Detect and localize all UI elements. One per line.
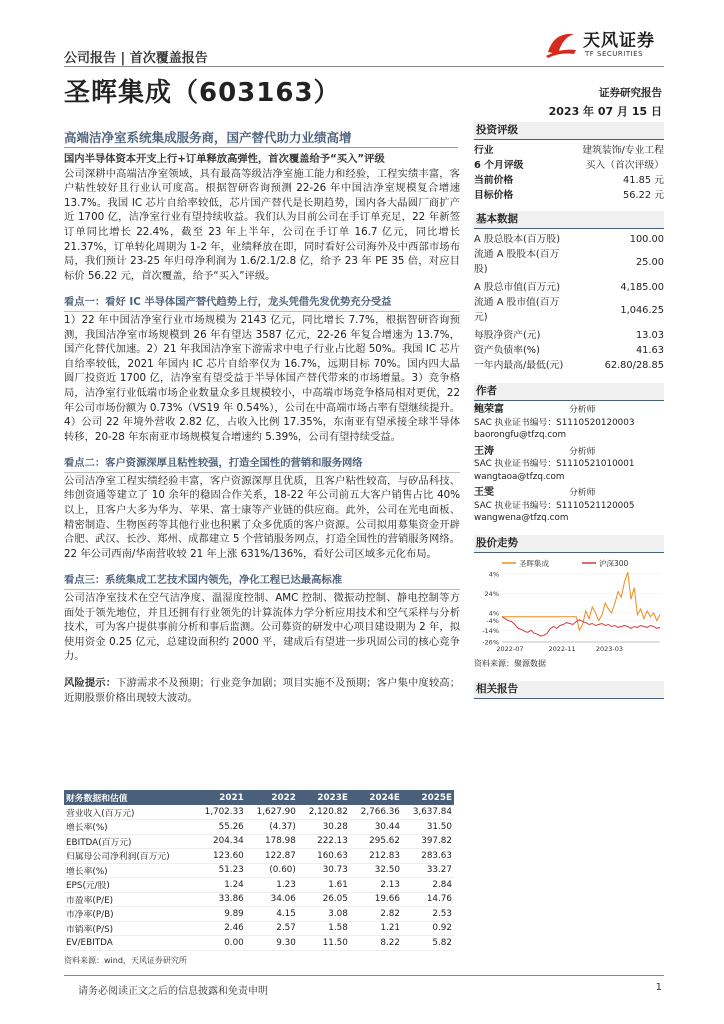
rating-key: 6 个月评级: [474, 160, 524, 171]
table-cell: 2,766.36: [350, 805, 402, 820]
row-label: 市盈率(P/E): [64, 892, 194, 907]
logo-name-cn: 天风证券: [583, 31, 655, 51]
x-tick-label: 2022-11: [548, 644, 576, 653]
disclaimer-footer: 请务必阅读正文之后的信息披露和免责申明: [78, 986, 268, 997]
basic-value: 1,046.25: [620, 304, 664, 316]
table-cell: 11.50: [298, 936, 350, 951]
table-row: [64, 834, 454, 849]
footer-divider: [64, 975, 664, 976]
table-cell: 2.84: [402, 878, 454, 893]
y-tick-label: 24%: [484, 589, 499, 598]
point-one-heading: 看点一：看好 IC 半导体国产替代趋势上行，龙头凭借先发优势充分受益: [64, 295, 460, 312]
basic-key: 资产负债率(%): [474, 345, 540, 356]
rating-key: 当前价格: [474, 175, 514, 186]
rating-value: 建筑装饰/专业工程: [582, 145, 664, 156]
author-role: 分析师: [569, 446, 596, 457]
table-cell: 2.13: [350, 878, 402, 893]
table-cell: 8.22: [350, 936, 402, 951]
table-row: [64, 921, 454, 936]
table-cell: 31.50: [402, 820, 454, 835]
chart-source: 资料来源：聚源数据: [474, 658, 546, 668]
financial-data-table: [64, 790, 454, 951]
table-cell: 0.92: [402, 921, 454, 936]
basic-value: 62.80/28.85: [604, 360, 664, 371]
stock-chart: [474, 556, 664, 656]
author-entry: [474, 487, 664, 525]
table-cell: 204.34: [194, 834, 246, 849]
report-date: 2023 年 07 月 15 日: [548, 105, 662, 118]
table-cell: 14.76: [402, 892, 454, 907]
basic-value: 41.63: [635, 345, 664, 356]
table-header-label: 财务数据和估值: [64, 790, 194, 805]
row-label: 增长率(%): [64, 820, 194, 835]
row-label: 增长率(%): [64, 863, 194, 878]
row-label: EPS(元/股): [64, 878, 194, 893]
rating-row: [474, 143, 664, 158]
rating-key: 行业: [474, 145, 494, 156]
table-cell: 122.87: [246, 849, 298, 864]
row-label: 市净率(P/B): [64, 907, 194, 922]
basic-row: [474, 280, 664, 295]
company-name: 圣晖集成（603163）: [64, 78, 341, 108]
point-two-heading: 看点二：客户资源深厚且粘性较强，打造全国性的营销和服务网络: [64, 456, 460, 473]
table-cell: 1,627.90: [246, 805, 298, 820]
summary-text: 公司深耕中高端洁净室领域，具有最高等级洁净室施工能力和经验，工程实绩丰富，客户粘性较好且行业认可度高。根据智研咨询预测 22-26 年中国洁净室规模复合增速 13.7%。我国 IC 芯片自给率较低，芯片国产替代是长期趋势，国内各大晶圆厂商扩产近 1700 亿，洁净室行业有望持续收益。我们认为目前公司在手订单充足，22 年新签订单同比增长 22.4%，截至 23 年上半年，公司在手订单 16.7 亿元，同比增长 21.37%，订单转化周期为 1-2 年，业绩释放在即，同时看好公司海外及中西部市场布局，我们预计 23-25 年归母净利润为 1.6/2.1/2.8 亿，给予 23 年 PE 35 倍，对应目标价 56.22 元，首次覆盖，给予“买入”评级。: [64, 167, 460, 282]
y-tick-label: -4%: [486, 616, 499, 625]
basic-value: 100.00: [629, 234, 664, 245]
table-cell: 295.62: [350, 834, 402, 849]
basic-value: 13.03: [635, 330, 664, 341]
table-cell: 1.23: [246, 878, 298, 893]
author-name: 王雯: [474, 487, 494, 498]
table-cell: (4.37): [246, 820, 298, 835]
point-three-text: 公司洁净室技术在空气洁净度、温湿度控制、AMC 控制、微振动控制、静电控制等方面处于领先地位，并且还拥有行业领先的计算流体力学分析应用技术和空气采样与分析技术，可为客户提供事前分析和事后监测。公司募资的研发中心项目建设期为 2 年，拟使用资金 0.25 亿元，总建设面积约 2000 平，建成后有望进一步巩固公司的核心竞争力。: [64, 592, 460, 663]
financial-header-row: [64, 790, 454, 805]
table-row: [64, 878, 454, 893]
table-cell: 397.82: [402, 834, 454, 849]
basic-row: [474, 343, 664, 358]
header-divider: [64, 66, 664, 67]
table-cell: 55.26: [194, 820, 246, 835]
basic-value: 25.00: [635, 256, 664, 268]
table-cell: 9.30: [246, 936, 298, 951]
basic-key: A 股总市值(百万元): [474, 282, 561, 293]
basic-row: [474, 328, 664, 343]
basic-key: 每股净资产(元): [474, 330, 541, 341]
report-type: 公司报告 | 首次覆盖报告: [64, 51, 208, 66]
point-one: [64, 295, 460, 444]
table-header-year: 2021: [194, 790, 246, 805]
table-row: [64, 907, 454, 922]
table-cell: 30.44: [350, 820, 402, 835]
basic-key: 一年内最高/最低(元): [474, 360, 564, 371]
rating-row: [474, 173, 664, 188]
author-entry: [474, 404, 664, 442]
y-tick-label: -26%: [482, 638, 499, 646]
author-email[interactable]: baorongfu@tfzq.com: [474, 430, 567, 440]
y-tick-label: 4%: [488, 570, 499, 578]
stock-chart-heading: 股价走势: [474, 535, 664, 553]
summary-paragraph: [64, 152, 460, 283]
basic-key: 流通 A 股股本(百万股): [474, 249, 560, 275]
rating-value: 41.85 元: [623, 175, 664, 186]
table-cell: 222.13: [298, 834, 350, 849]
table-cell: 212.83: [350, 849, 402, 864]
table-row: [64, 805, 454, 820]
basic-data-heading: 基本数据: [474, 211, 664, 229]
row-label: 市销率(P/S): [64, 921, 194, 936]
series-line: [502, 572, 660, 630]
basic-value: 4,185.00: [620, 282, 664, 293]
basic-row: [474, 358, 664, 373]
table-source: 资料来源：wind，天风证券研究所: [64, 955, 187, 965]
main-body: [64, 152, 460, 705]
table-cell: 33.27: [402, 863, 454, 878]
table-row: [64, 936, 454, 951]
table-cell: 1.58: [298, 921, 350, 936]
basic-row: [474, 232, 664, 247]
basic-row: [474, 295, 664, 325]
table-cell: 2.57: [246, 921, 298, 936]
author-role: 分析师: [569, 488, 596, 498]
table-cell: 30.28: [298, 820, 350, 835]
financial-table: [64, 790, 454, 966]
risk-warning: [64, 676, 460, 705]
y-tick-label: -14%: [482, 626, 499, 635]
table-cell: 1.61: [298, 878, 350, 893]
legend-label: 圣晖集成: [519, 558, 549, 568]
table-cell: 283.63: [402, 849, 454, 864]
row-label: 营业收入(百万元): [64, 805, 194, 820]
x-tick-label: 2023-03: [595, 644, 624, 653]
table-cell: 51.23: [194, 863, 246, 878]
table-cell: 123.60: [194, 849, 246, 864]
table-cell: 3,637.84: [402, 805, 454, 820]
report-label: 证券研究报告: [599, 87, 662, 99]
point-two-text: 公司洁净室工程实绩经验丰富，客户资源深厚且优质，且客户粘性较高，与矽品科技、纬创资通等建立了 10 余年的稳固合作关系，18-22 年公司前五大客户销售占比 40%以上，且客户大多为华为、苹果、富士康等产业链的供应商。此外，公司在光电面板、精密制造、生物医药等其他行业也积累了众多优质的客户资源。公司拟用募集资金开辟合肥、武汉、长沙、郑州、成都建立 5 个营销服务网点，打造全国性的营销服务网络。22 年公司西南/华南营收较 21 年上涨 631%/136%，看好公司区域多元化布局。: [64, 474, 460, 560]
table-cell: 2,120.82: [298, 805, 350, 820]
table-cell: 1.21: [350, 921, 402, 936]
rating-row: [474, 188, 664, 203]
table-cell: 3.08: [298, 907, 350, 922]
author-name: 鲍荣富: [474, 404, 504, 415]
table-cell: 1,702.33: [194, 805, 246, 820]
summary-heading: 国内半导体资本开支上行+订单释放高弹性，首次覆盖给予“买入”评级: [64, 153, 385, 165]
point-three-heading: 看点三：系统集成工艺技术国内领先，净化工程已达最高标准: [64, 573, 460, 590]
table-header-year: 2023E: [298, 790, 350, 805]
table-cell: 32.50: [350, 863, 402, 878]
point-three: [64, 573, 460, 664]
rating-key: 目标价格: [474, 190, 514, 201]
rating-value: 56.22 元: [623, 190, 664, 201]
risk-heading: 风险提示：: [64, 677, 117, 689]
author-sac: SAC 执业证书编号：S1110521010001: [474, 459, 635, 469]
table-header-year: 2022: [246, 790, 298, 805]
table-cell: 9.89: [194, 907, 246, 922]
author-name: 王涛: [474, 445, 494, 457]
basic-key: 流通 A 股市值(百万元): [474, 297, 560, 323]
table-cell: 0.00: [194, 936, 246, 951]
report-title: 高端洁净室系统集成服务商，国产替代助力业绩高增: [64, 130, 352, 145]
table-cell: (0.60): [246, 863, 298, 878]
authors-heading: 作者: [474, 383, 664, 401]
table-row: [64, 820, 454, 835]
tf-logo: [540, 20, 670, 70]
author-email[interactable]: wangwena@tfzq.com: [474, 513, 569, 523]
author-email[interactable]: wangtaoa@tfzq.com: [474, 471, 565, 482]
risk-text: 下游需求不及预期；行业竞争加剧；项目实施不及预期；客户集中度较高；近期股票价格出现较大波动。: [64, 677, 461, 704]
sidebar: [474, 122, 664, 702]
table-cell: 26.05: [298, 892, 350, 907]
x-tick-label: 2022-07: [496, 644, 524, 653]
table-row: [64, 849, 454, 864]
table-cell: 178.98: [246, 834, 298, 849]
row-label: 归属母公司净利润(百万元): [64, 849, 194, 864]
table-cell: 5.82: [402, 936, 454, 951]
point-two: [64, 456, 460, 561]
row-label: EBITDA(百万元): [64, 834, 194, 849]
stock-chart-svg: [474, 556, 664, 656]
basic-key: A 股总股本(百万股): [474, 234, 561, 245]
table-header-year: 2024E: [350, 790, 402, 805]
table-row: [64, 892, 454, 907]
rating-value: 买入（首次评级）: [585, 160, 664, 171]
table-cell: 33.86: [194, 892, 246, 907]
table-cell: 19.66: [350, 892, 402, 907]
table-cell: 2.53: [402, 907, 454, 922]
author-sac: SAC 执业证书编号：S1110520120003: [474, 417, 635, 428]
page-number: 1: [655, 982, 662, 993]
table-cell: 2.46: [194, 921, 246, 936]
tf-logo-icon: [540, 24, 580, 64]
row-label: EV/EBITDA: [64, 936, 194, 951]
author-entry: [474, 446, 664, 484]
table-header-year: 2025E: [402, 790, 454, 805]
rating-heading: 投资评级: [474, 122, 664, 140]
related-reports-heading: 相关报告: [474, 681, 664, 699]
author-role: 分析师: [569, 405, 596, 415]
table-cell: 30.73: [298, 863, 350, 878]
table-cell: 2.82: [350, 907, 402, 922]
author-sac: SAC 执业证书编号：S1110521120005: [474, 500, 635, 511]
basic-row: [474, 247, 664, 277]
table-cell: 4.15: [246, 907, 298, 922]
table-row: [64, 863, 454, 878]
legend-label: 沪深300: [599, 558, 629, 568]
title-divider: [64, 147, 458, 148]
logo-name-en: TF SECURITIES: [585, 50, 644, 58]
y-tick-label: 4%: [488, 608, 499, 617]
table-cell: 1.24: [194, 878, 246, 893]
point-one-text: 1）22 年中国洁净室行业市场规模为 2143 亿元，同比增长 7.7%，根据智研咨询预测，我国洁净室市场规模到 26 年有望达 3587 亿元，22-26 年复合增速为 13.7%，国产化替代加速。2）21 年我国洁净室下游需求中电子行业占比超 50%。我国 IC 芯片自给率较低，2021 年国内 IC 芯片自给率仅为 16.7%，远期目标 70%。国内四大晶圆厂投资近 1700 亿，洁净室有望受益于半导体国产替代带来的市场增量。3）竞争格局，洁净室行业低端市场企业数量众多且规模较小，中高端市场竞争格局相对更优，22 年公司市场份额为 0.73%（VS19 年 0.54%），公司在中高端市场占率有望继续提升。4）公司 22 年境外营收 2.82 亿，占收入比例 17.35%，东南亚有望承接全球半导体转移，20-28 年东南亚市场规模复合增速约 5.39%，公司有望持续受益。: [64, 313, 460, 443]
table-cell: 160.63: [298, 849, 350, 864]
rating-row: [474, 158, 664, 173]
table-cell: 34.06: [246, 892, 298, 907]
